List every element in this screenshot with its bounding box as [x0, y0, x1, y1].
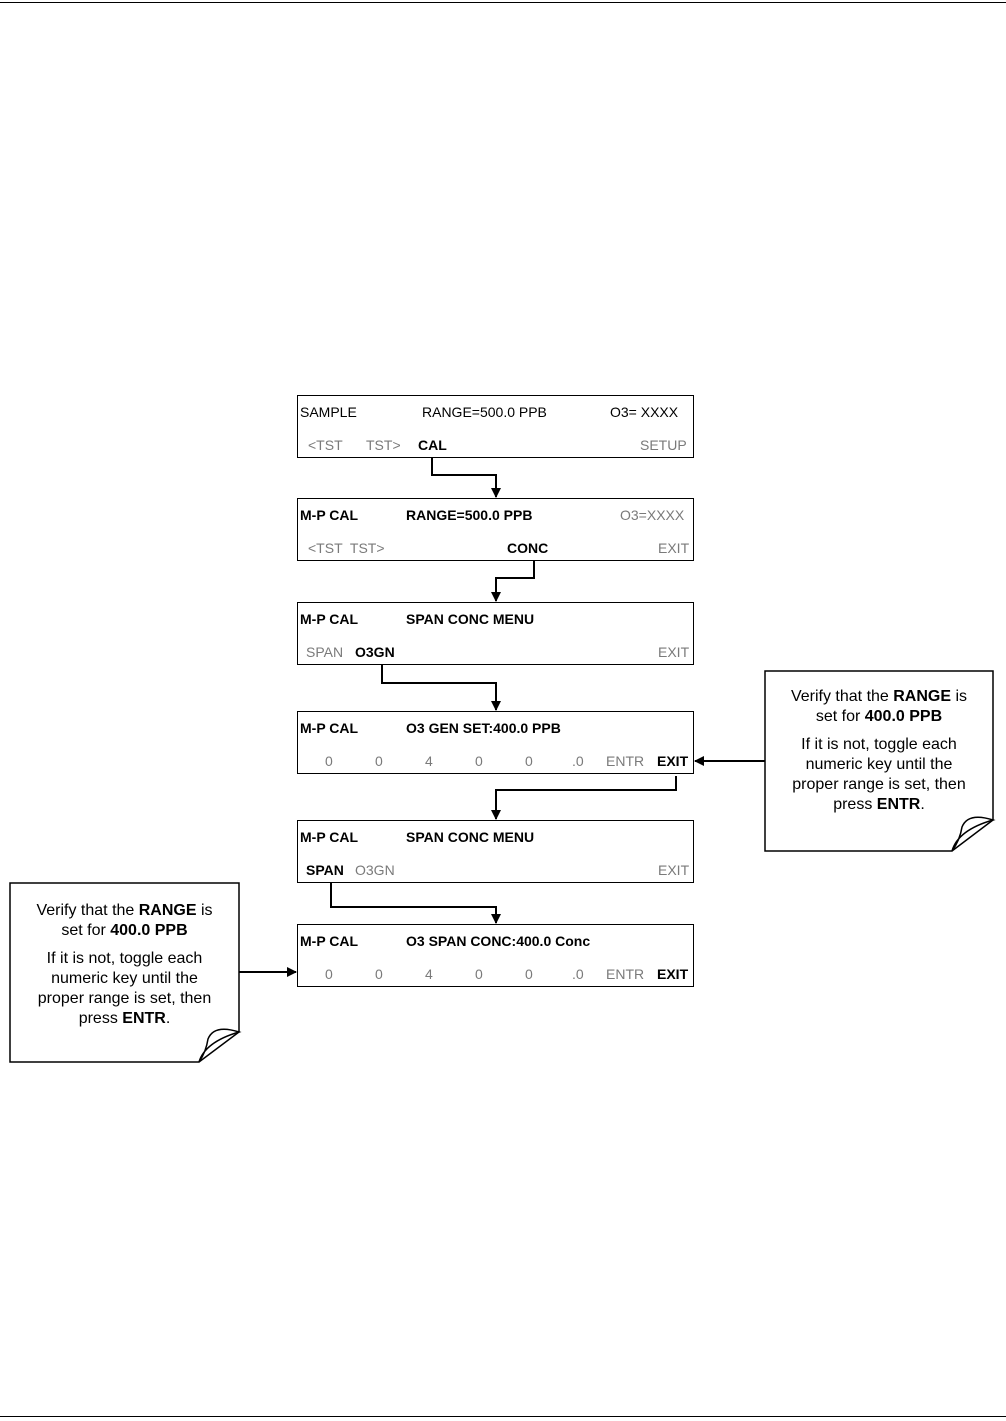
note-text: press: [833, 796, 877, 813]
key-tst-prev[interactable]: <TST: [308, 437, 343, 453]
screen-range: RANGE=500.0 PPB: [406, 507, 533, 523]
connector-o3gn-to-gen-set: [382, 658, 496, 710]
key-exit[interactable]: EXIT: [658, 644, 690, 660]
note-text: press: [78, 1010, 123, 1027]
note-text: Verify that the: [36, 902, 139, 919]
display-sample: [297, 395, 694, 458]
note-keyword: ENTR: [122, 1010, 166, 1027]
display-o3-span-conc: [297, 924, 694, 987]
note-keyword: 400.0 PPB: [110, 922, 188, 939]
key-digit-1[interactable]: 0: [325, 966, 333, 982]
note-line: proper range is set, then: [792, 776, 966, 793]
screen-title: M-P CAL: [300, 829, 359, 845]
key-span[interactable]: SPAN: [306, 644, 344, 660]
note-line: proper range is set, then: [37, 990, 212, 1007]
note-line: [765, 707, 993, 727]
note-line: [10, 901, 239, 921]
note-line: numeric key until the: [51, 970, 198, 987]
key-span[interactable]: SPAN: [306, 862, 344, 878]
key-exit[interactable]: EXIT: [657, 753, 689, 769]
key-digit-5[interactable]: 0: [525, 966, 533, 982]
note-line: [765, 687, 993, 707]
key-digit-1[interactable]: 0: [325, 753, 333, 769]
display-o3-gen-set: [297, 711, 694, 774]
key-o3gn[interactable]: O3GN: [355, 862, 395, 878]
note-text: Verify that the: [790, 688, 894, 705]
note-line: If it is not, toggle each: [801, 736, 957, 753]
note-text: set for: [815, 708, 865, 725]
screen-title: M-P CAL: [300, 933, 359, 949]
note-line: [10, 921, 239, 941]
key-digit-3[interactable]: 4: [425, 753, 433, 769]
note-keyword: RANGE: [893, 688, 952, 705]
key-exit[interactable]: EXIT: [657, 966, 689, 982]
connector-cal-to-mpcal: [432, 452, 496, 497]
screen-reading: O3= XXXX: [610, 404, 679, 420]
note-text: .: [165, 1010, 171, 1027]
key-digit-6[interactable]: .0: [572, 966, 584, 982]
connector-span-to-span-conc: [331, 877, 496, 923]
key-exit[interactable]: EXIT: [658, 862, 690, 878]
key-o3gn[interactable]: O3GN: [355, 644, 395, 660]
key-digit-4[interactable]: 0: [475, 753, 483, 769]
connector-exit-to-span-menu: [496, 776, 676, 819]
display-span-conc-menu: [297, 602, 694, 665]
note-line: [765, 795, 993, 815]
note-spacer: [765, 727, 993, 735]
note-right: [765, 687, 993, 815]
key-digit-2[interactable]: 0: [375, 753, 383, 769]
key-digit-4[interactable]: 0: [475, 966, 483, 982]
screen-title: M-P CAL: [300, 507, 359, 523]
screen-menu-name: SPAN CONC MENU: [406, 829, 535, 845]
key-entr[interactable]: ENTR: [606, 753, 645, 769]
key-cal[interactable]: CAL: [418, 437, 447, 453]
key-digit-2[interactable]: 0: [375, 966, 383, 982]
screen-range: RANGE=500.0 PPB: [422, 404, 547, 420]
note-line: numeric key until the: [805, 756, 953, 773]
key-tst-next[interactable]: TST>: [366, 437, 401, 453]
screen-title: M-P CAL: [300, 611, 359, 627]
key-digit-5[interactable]: 0: [525, 753, 533, 769]
note-line: [10, 1009, 239, 1029]
note-text: is: [951, 688, 968, 705]
key-exit[interactable]: EXIT: [658, 540, 690, 556]
screen-setting: O3 SPAN CONC:400.0 Conc: [406, 933, 591, 949]
note-text: is: [196, 902, 213, 919]
note-keyword: ENTR: [876, 796, 921, 813]
display-span-conc-menu-2: [297, 820, 694, 883]
screen-reading: O3=XXXX: [620, 507, 685, 523]
note-line: If it is not, toggle each: [46, 950, 203, 967]
display-mp-cal: [297, 498, 694, 561]
screen-setting: O3 GEN SET:400.0 PPB: [406, 720, 561, 736]
note-keyword: 400.0 PPB: [864, 708, 943, 725]
key-digit-6[interactable]: .0: [572, 753, 584, 769]
key-tst[interactable]: <TST TST>: [308, 540, 385, 556]
screen-menu-name: SPAN CONC MENU: [406, 611, 535, 627]
note-keyword: RANGE: [138, 902, 197, 919]
note-spacer: [10, 941, 239, 949]
key-entr[interactable]: ENTR: [606, 966, 645, 982]
note-left: [10, 901, 239, 1029]
key-conc[interactable]: CONC: [507, 540, 549, 556]
screen-title: SAMPLE: [300, 404, 357, 420]
screen-title: M-P CAL: [300, 720, 359, 736]
connector-conc-to-span-menu: [496, 556, 534, 601]
note-text: set for: [61, 922, 111, 939]
note-text: .: [920, 796, 925, 813]
key-digit-3[interactable]: 4: [425, 966, 433, 982]
key-setup[interactable]: SETUP: [640, 437, 687, 453]
